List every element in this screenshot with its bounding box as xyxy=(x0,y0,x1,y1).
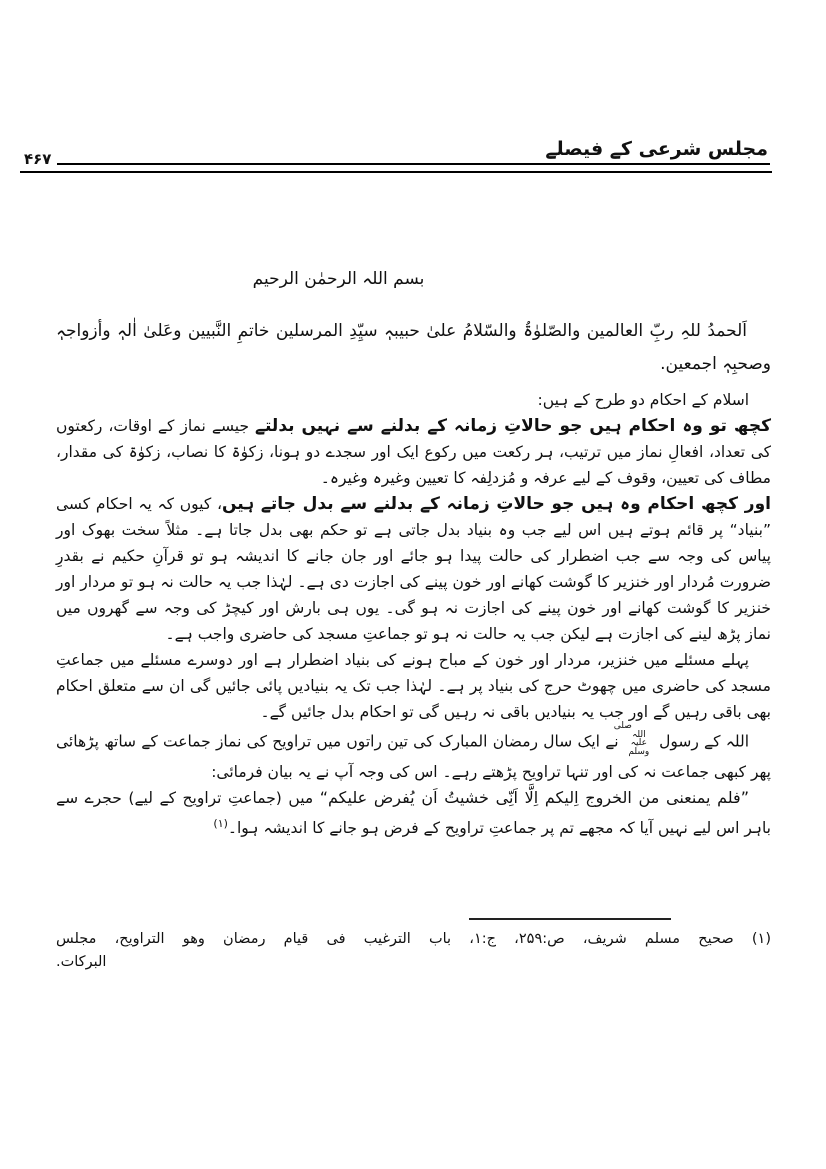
hadith-arabic-quote: ”فلم یمنعنی من الخروج اِلیکم اِلَّا اَنِّی خشیتُ اَن یُفرض علیکم“ xyxy=(319,788,749,807)
header-row xyxy=(20,138,770,168)
footnote-area xyxy=(56,918,771,974)
para-changing-rest: ، کیوں کہ یہ احکام کسی ”بنیاد“ پر قائم ہوتے ہیں اس لیے جب وہ بنیاد بدل جاتی ہے تو حکم بھی بدل جاتا ہے۔ مثلاً سخت بھوک اور پیاس کی وجہ سے جب اضطرار کی حالت پیدا ہو جائے اور جان جانے کا اندیشہ ہو تو قرآنِ حکیم نے بقدرِ ضرورت مُردار اور خنزیر کا گوشت کھانے اور خون پینے کی اجازت دی ہے۔ لہٰذا جب یہ حالت نہ ہو تو مردار اور خنزیر کا گوشت کھانے اور خون پینے کی اجازت نہ ہو گی۔ یوں ہی بارش اور کیچڑ کی وجہ سے گھروں میں نماز پڑھ لینے کی اجازت ہے لیکن جب یہ حالت نہ ہو تو جماعتِ مسجد کی حاضری واجب ہے۔ xyxy=(56,495,771,643)
para-changing-rules xyxy=(56,491,771,647)
footnote xyxy=(56,928,771,974)
header-baseline-rule xyxy=(57,163,539,165)
footnote-separator-rule xyxy=(469,918,671,920)
footnote-line-1: (۱) صحیح مسلم شریف، ص:۲۵۹، ج:۱، باب الترغیب فی قیام رمضان وھو التراویح، مجلس xyxy=(56,931,771,947)
taraweeh-lead: اللہ کے رسول xyxy=(653,732,749,751)
para-unchanging-rest: جیسے نماز کے اوقات، رکعتوں کی تعداد، افعالِ نماز میں ترتیب، ہر رکعت میں رکوع ایک اور سجدے دو ہونا، زکوٰۃ کا نصاب، زکوٰۃ کی مقدار، مطاف کی تعیین، وقوف کے لیے عرفہ و مُزدلِفہ کا تعیین وغیرہ وغیرہ۔ xyxy=(56,417,771,487)
sallallahu-alayhi-wasallam-mark: صلی اللہ علیہ وسلم xyxy=(613,721,650,757)
bold-lead-changing: اور کچھ احکام وہ ہیں جو حالاتِ زمانہ کے بدلنے سے بدل جاتے ہیں xyxy=(221,494,771,514)
page-body xyxy=(56,268,771,841)
header-bottom-rule xyxy=(20,171,772,173)
para-basis-explanation: پہلے مسئلے میں خنزیر، مردار اور خون کے مباح ہونے کی بنیاد اضطرار ہے اور دوسرے مسئلے میں جماعتِ مسجد کی حاضری میں چھوٹ حرج کی بنیاد پر ہے۔ لہٰذا جب تک یہ بنیادیں پائی جائیں گی ان سے متعلق احکام بھی باقی رہیں گے اور جب یہ بنیادیں باقی نہ رہیں گی تو احکام بدل جائیں گے۔ xyxy=(56,651,771,721)
para-hadith-quote xyxy=(56,785,771,841)
para-taraweeh xyxy=(56,721,771,785)
bold-lead-unchanging: کچھ تو وہ احکام ہیں جو حالاتِ زمانہ کے بدلنے سے نہیں بدلتے xyxy=(255,416,771,436)
taraweeh-rest: نے ایک سال رمضان المبارک کی تین راتوں میں تراویح کی نماز جماعت کے ساتھ پڑھائی پھر کبھی جماعت نہ کی اور تنہا تراویح پڑھتے رہے۔ اس کی وجہ آپ نے یہ بیان فرمائی: xyxy=(56,732,771,781)
page-number: ۴۶۷ xyxy=(24,150,52,168)
footnote-reference-marker: (۱) xyxy=(213,817,228,830)
basmala-line: بسم اللہ الرحمٰن الرحیم xyxy=(252,269,425,289)
header-title: مجلس شرعی کے فیصلے xyxy=(539,138,770,165)
running-header xyxy=(20,138,770,173)
footnote-line-2: البرکات. xyxy=(56,954,107,970)
hadith-quote-translation: میں (جماعتِ تراویح کے لیے) حجرے سے باہر اس لیے نہیں آیا کہ مجھے تم پر جماعتِ تراویح کے فرض ہو جانے کا اندیشہ ہوا۔ xyxy=(56,789,771,838)
para-unchanging-rules xyxy=(56,413,771,491)
hamd-paragraph: اَلحمدُ للہِ ربِّ العالمین والصّلوٰۃُ والسّلامُ علیٰ حبیبہٖ سیِّدِ المرسلین خاتمِ النَّبیین وعَلیٰ اٰلہٖ وأزواجہٖ وصحبِہٖ اجمعین. xyxy=(56,321,771,374)
intro-line: اسلام کے احکام دو طرح کے ہیں: xyxy=(537,391,749,409)
